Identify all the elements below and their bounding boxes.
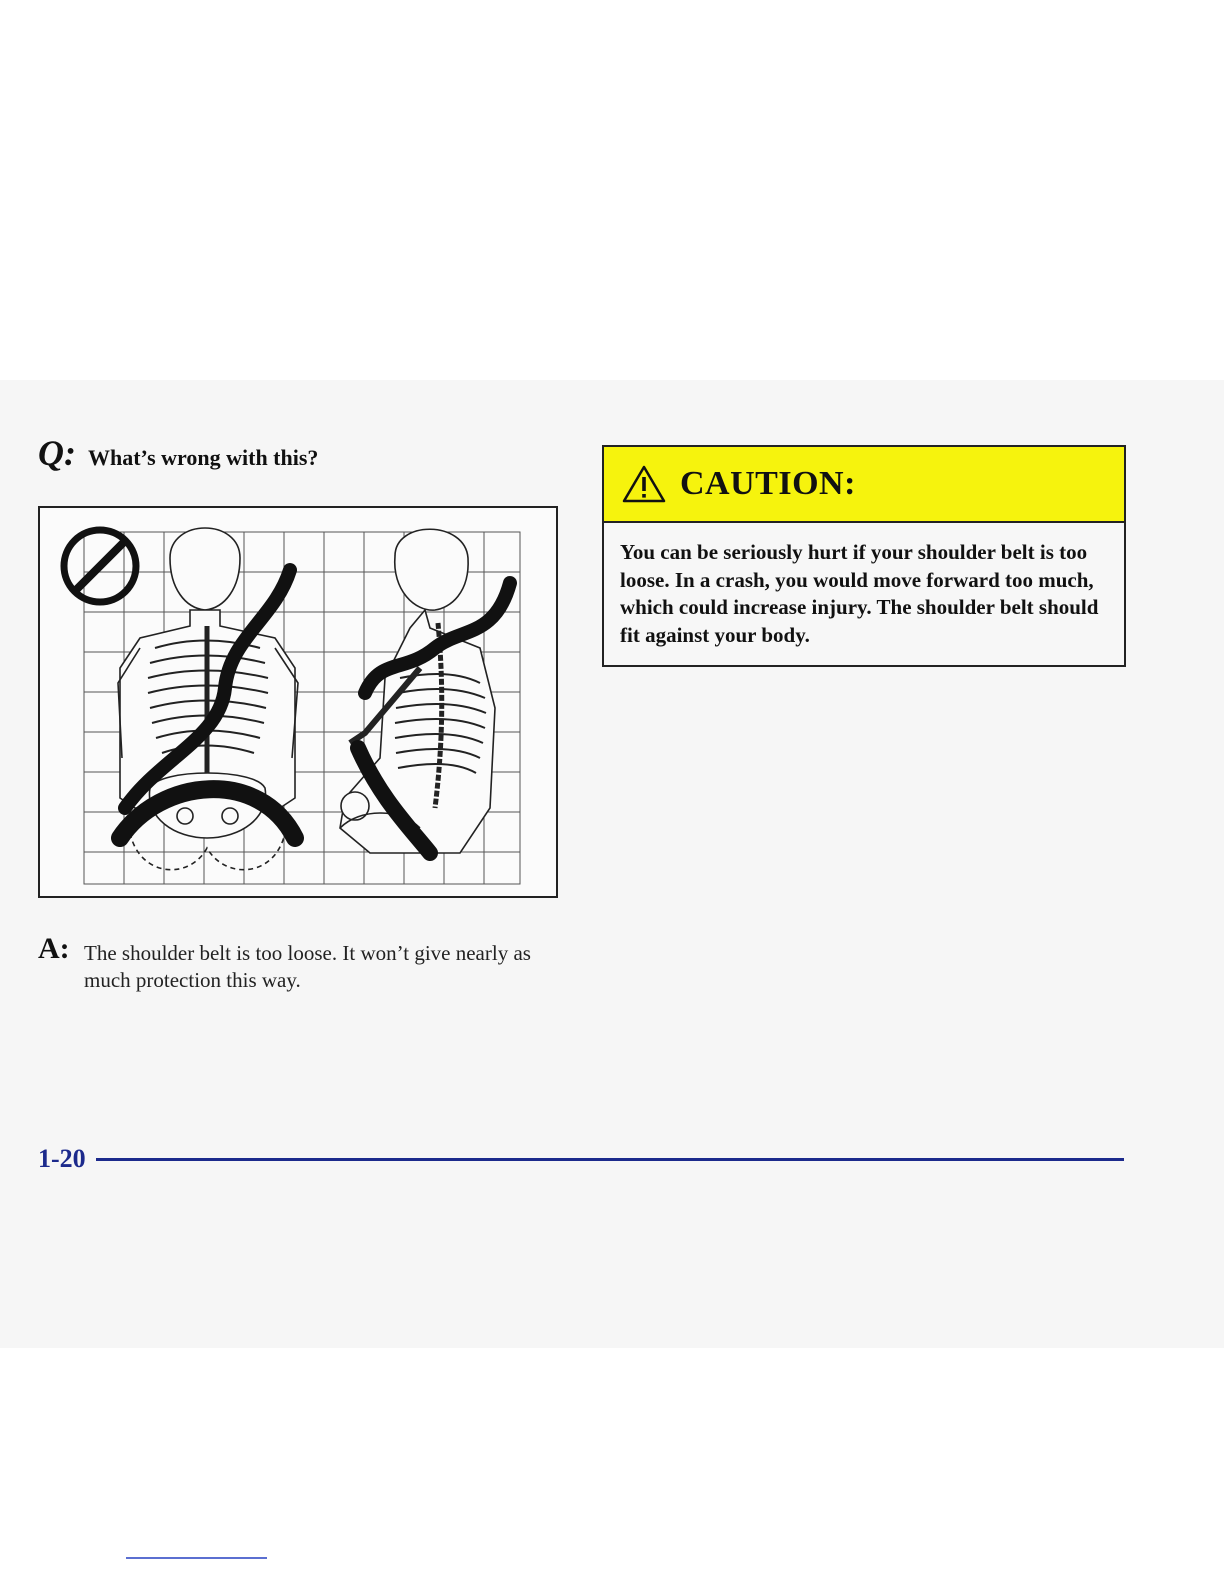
answer-label: A: (38, 932, 70, 965)
bottom-link-underline (126, 1557, 267, 1559)
warning-triangle-icon (622, 464, 666, 504)
question-text: What’s wrong with this? (88, 445, 319, 470)
answer-text: The shoulder belt is too loose. It won’t give nearly as much protection this way. (84, 941, 531, 992)
caution-text: You can be seriously hurt if your shoulder belt is too loose. In a crash, you would move forward too much, which could increase injury. The shoulder belt should fit against your body. (620, 540, 1099, 647)
question-label: Q: (38, 433, 76, 473)
seatbelt-illustration (38, 506, 558, 898)
caution-header (604, 447, 1124, 523)
prohibited-icon (64, 530, 136, 602)
footer-rule (96, 1158, 1124, 1161)
question (38, 432, 318, 474)
page-number: 1-20 (38, 1144, 86, 1173)
caution-title: CAUTION: (680, 465, 856, 502)
skeleton-figure (40, 508, 556, 896)
caution-box (602, 445, 1126, 667)
page-footer (38, 1144, 1124, 1174)
